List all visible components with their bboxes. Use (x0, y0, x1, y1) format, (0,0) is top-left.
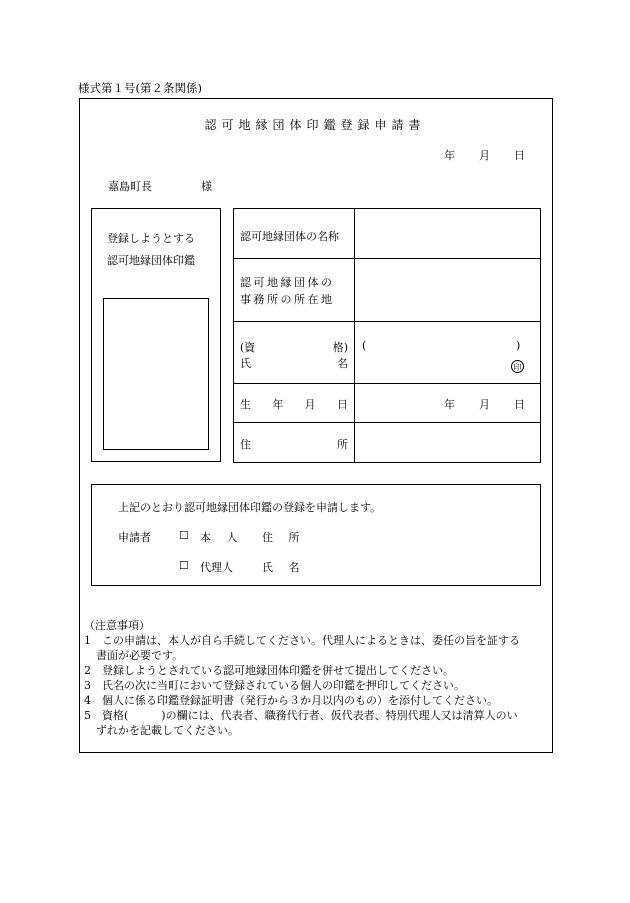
date-month[interactable]: 月 (479, 149, 490, 162)
note-continuation: 書面が必要です。 (96, 649, 184, 662)
note-number: 4 (84, 694, 91, 707)
note-number: 3 (84, 679, 91, 692)
agent-name-label: 氏 名 (262, 561, 306, 574)
notes-section (84, 618, 554, 738)
form-title: 認可地縁団体印鑑登録申請書 (204, 118, 426, 132)
notes-heading: （注意事項） (84, 619, 150, 632)
addressee-honorific: 様 (201, 180, 212, 193)
birthdate-label-char: 日 (336, 398, 348, 411)
note-item (84, 693, 554, 708)
name-label (240, 355, 348, 371)
agent-checkbox[interactable]: ☐ (179, 559, 189, 572)
agent-label: 代理人 (200, 561, 233, 574)
office-address-field[interactable] (356, 260, 539, 320)
org-name-field[interactable] (356, 210, 539, 257)
row-divider (233, 258, 541, 259)
office-label-2: 事務所の所在地 (240, 293, 335, 306)
note-text: 氏名の次に当町において登録されている個人の印鑑を押印してください。 (102, 679, 465, 692)
qualification-paren-close: ) (516, 339, 521, 352)
note-text: 登録しようとされている認可地縁団体印鑑を併せて提出してください。 (102, 664, 454, 677)
note-item (84, 663, 554, 678)
qualification-field[interactable] (368, 337, 512, 353)
row-divider (233, 321, 541, 322)
self-address-label: 住 所 (262, 531, 306, 544)
qualification-close: 格) (332, 341, 348, 354)
birth-year[interactable]: 年 (444, 398, 455, 411)
note-text: この申請は、本人が自ら手続してください。代理人によるときは、委任の旨を証する (102, 634, 520, 647)
seal-box-label-1: 登録しようとする (107, 232, 195, 245)
office-label-1: 認可地縁団体の (240, 276, 335, 289)
note-item (84, 708, 554, 723)
date-day[interactable]: 日 (514, 149, 525, 162)
qualification-paren-open: ( (362, 339, 367, 352)
address-label-first: 住 (240, 438, 251, 451)
self-checkbox[interactable]: ☐ (179, 529, 189, 542)
representative-name-field[interactable] (358, 357, 508, 375)
note-number: 2 (84, 664, 91, 677)
applicant-label: 申請者 (118, 531, 151, 544)
note-text: 資格( )の欄には、代表者、職務代行者、仮代表者、特別代理人又は清算人のい (102, 709, 518, 722)
seal-box-label-2: 認可地縁団体印鑑 (107, 254, 195, 267)
birthdate-label-char: 年 (272, 398, 284, 411)
seal-impression-area[interactable] (103, 298, 209, 450)
seal-mark-icon: 印 (511, 360, 524, 373)
row-divider (233, 383, 541, 384)
note-text: 個人に係る印鑑登録証明書（発行から３か月以内のもの）を添付してください。 (102, 694, 498, 707)
org-name-label: 認可地縁団体の名称 (240, 230, 339, 243)
address-field[interactable] (356, 424, 539, 461)
birthdate-label-char: 月 (304, 398, 316, 411)
date-year[interactable]: 年 (444, 149, 455, 162)
birth-month[interactable]: 月 (479, 398, 490, 411)
qualification-open: (資 (240, 341, 256, 354)
address-label (240, 436, 348, 452)
note-item (84, 678, 554, 693)
row-divider (233, 422, 541, 423)
application-statement: 上記のとおり認可地縁団体印鑑の登録を申請します。 (118, 501, 382, 514)
form-number: 様式第１号(第２条関係) (78, 81, 202, 95)
note-number: 1 (84, 634, 91, 647)
birthdate-label-char: 生 (240, 398, 251, 411)
self-label: 本 人 (200, 531, 244, 544)
note-continuation: ずれかを記載してください。 (96, 724, 239, 737)
note-number: 5 (84, 709, 91, 722)
addressee-name: 嘉島町長 (108, 180, 152, 193)
birth-day[interactable]: 日 (514, 398, 525, 411)
qualification-label (240, 339, 348, 355)
address-label-last: 所 (337, 438, 348, 451)
note-item (84, 633, 554, 648)
birthdate-label (240, 396, 348, 412)
column-divider (354, 208, 355, 463)
name-label-last: 名 (337, 357, 348, 370)
name-label-first: 氏 (240, 357, 251, 370)
